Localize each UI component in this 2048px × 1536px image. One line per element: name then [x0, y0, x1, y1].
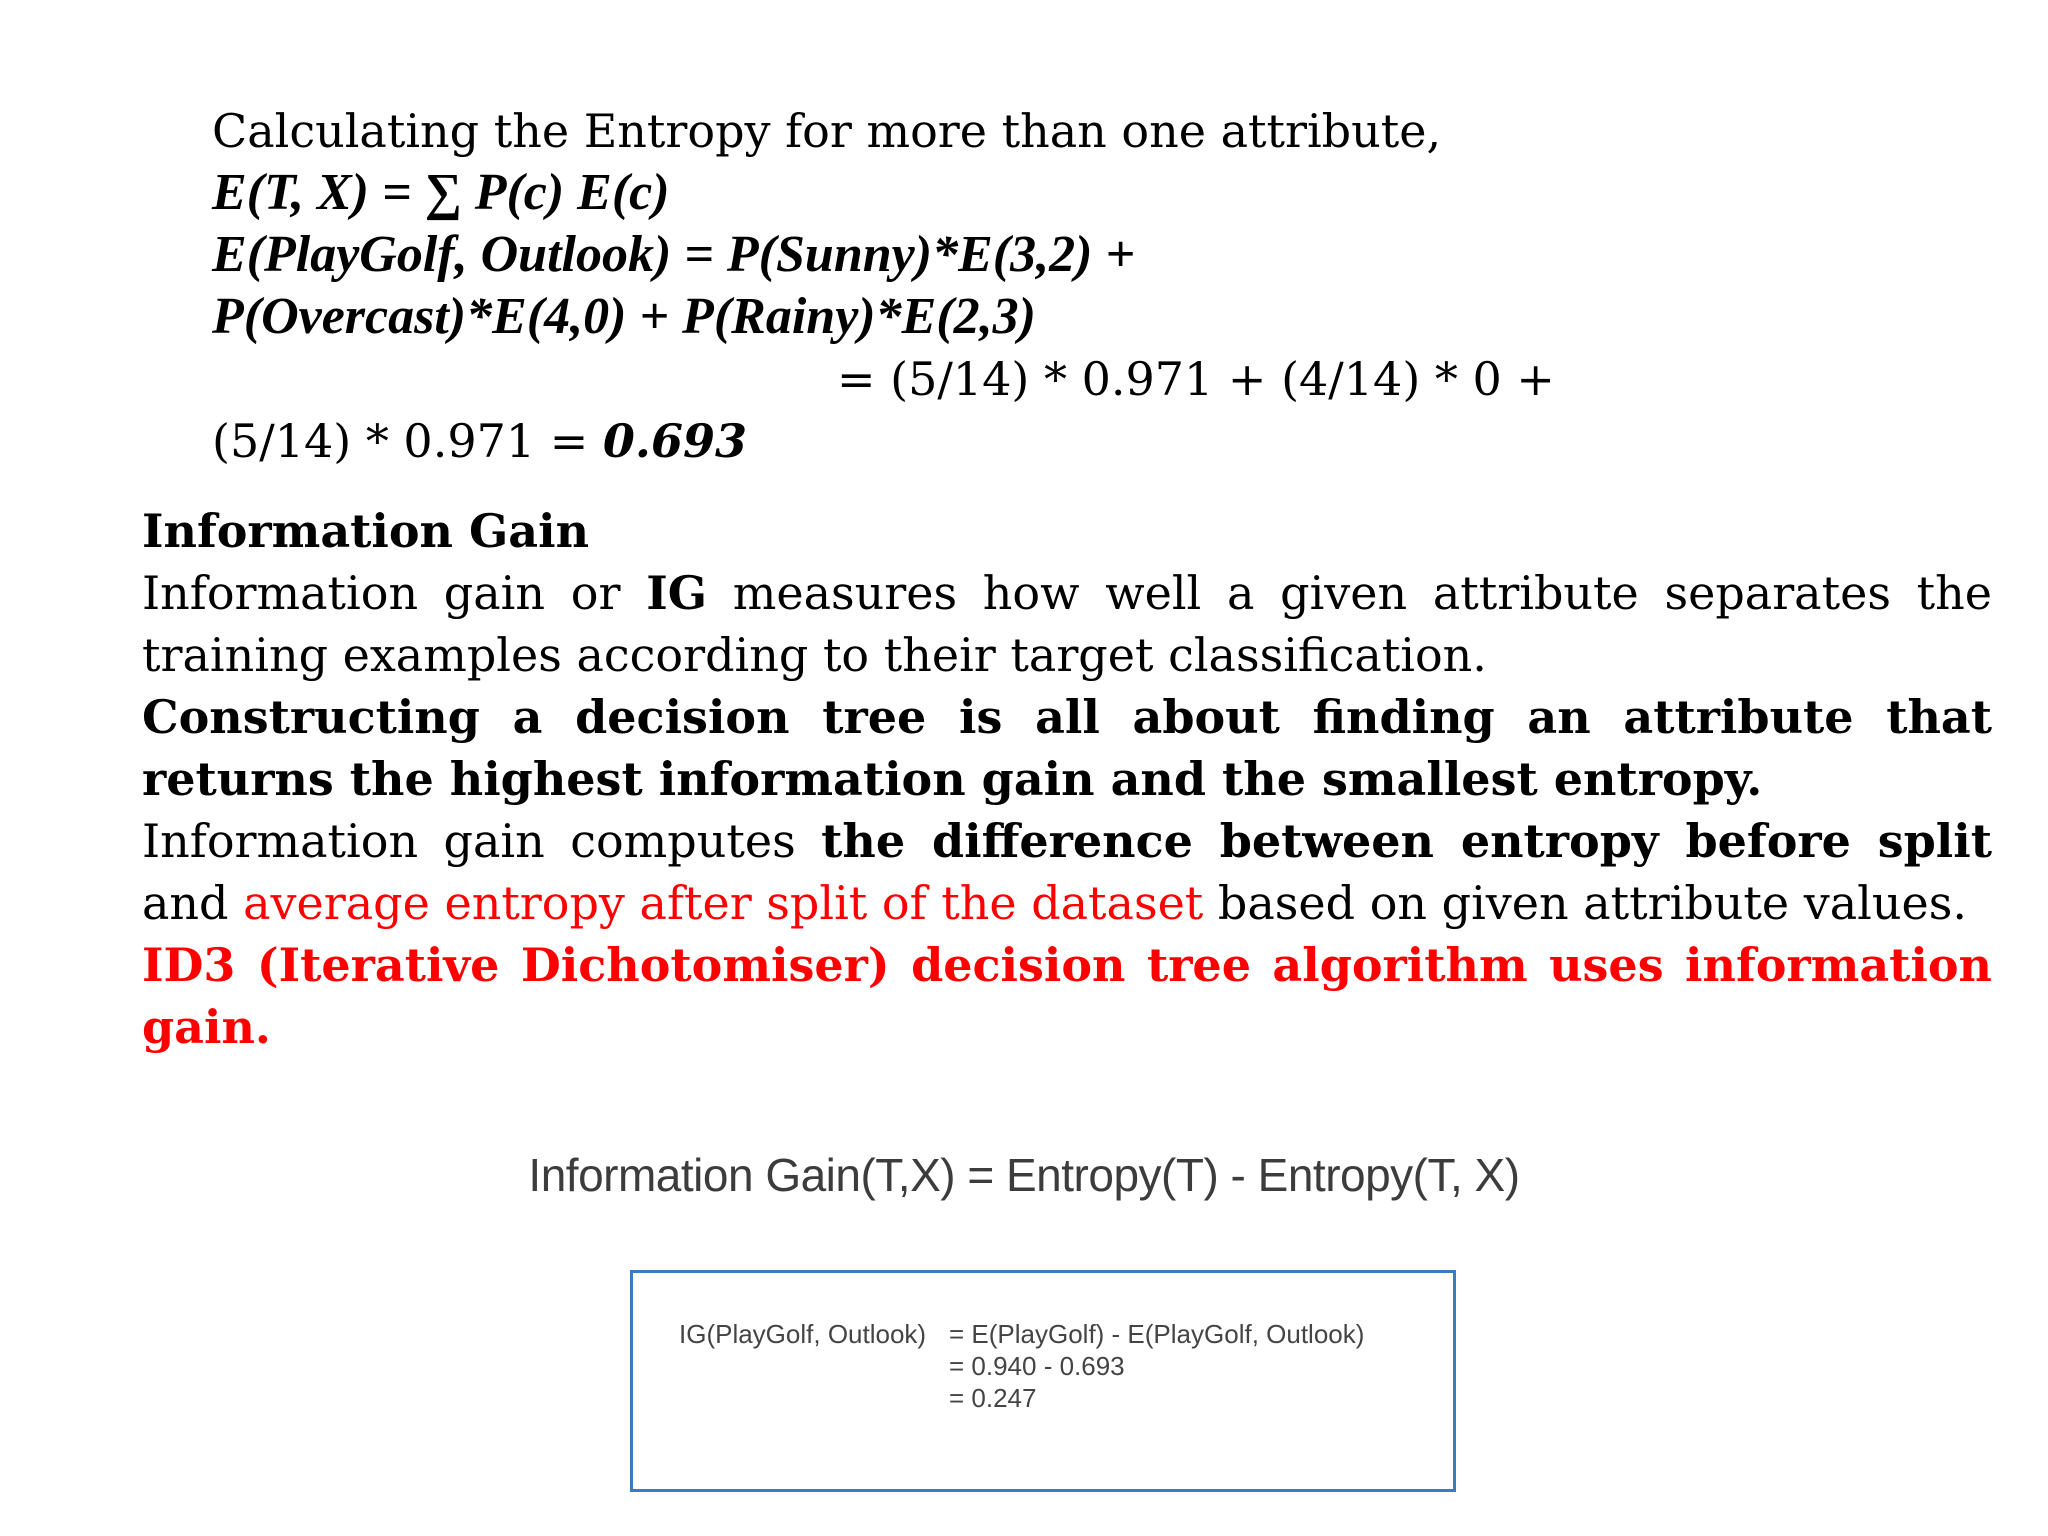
ig-example-row1 — [679, 1319, 1364, 1350]
ig-comp-part3: based on given attribute values. — [1203, 876, 1967, 930]
information-gain-formula: Information Gain(T,X) = Entropy(T) - Entropy(T, X) — [528, 1149, 1520, 1201]
information-gain-heading: Information Gain — [142, 504, 590, 558]
id3-statement-text: ID3 (Iterative Dichotomiser) decision tree algorithm uses information gain. — [142, 938, 1992, 1054]
information-gain-section — [142, 500, 1992, 1058]
entropy-outlook-formula-line1: E(PlayGolf, Outlook) = P(Sunny)*E(3,2) + — [212, 226, 1136, 283]
ig-comp-red: average entropy after split of the dataset — [243, 876, 1204, 930]
entropy-calc-line1: = (5/14) * 0.971 + (4/14) * 0 + — [837, 352, 1555, 406]
ig-abbrev: IG — [646, 566, 707, 620]
entropy-general-formula: E(T, X) = ∑ P(c) E(c) — [212, 164, 670, 221]
decision-tree-statement — [142, 686, 1992, 810]
entropy-calc-prefix: (5/14) * 0.971 = — [212, 414, 603, 468]
ig-def-part2: measures how well a given attribute separates the training examples according to their target classification. — [142, 566, 1992, 682]
entropy-calc-result: 0.693 — [602, 414, 747, 468]
ig-comp-bold: the difference between entropy before split — [821, 814, 1992, 868]
ig-example-line1: = E(PlayGolf) - E(PlayGolf, Outlook) — [949, 1319, 1365, 1349]
entropy-section — [212, 100, 1852, 472]
entropy-intro: Calculating the Entropy for more than one attribute, — [212, 104, 1442, 158]
ig-comp-part1: Information gain computes — [142, 814, 822, 868]
decision-tree-statement-text: Constructing a decision tree is all about finding an attribute that returns the highest information gain and the smallest entropy. — [142, 690, 1992, 806]
ig-example-line3: = 0.247 — [949, 1383, 1037, 1413]
id3-statement — [142, 934, 1992, 1058]
ig-computation-statement — [142, 810, 1992, 934]
ig-def-part1: Information gain or — [142, 566, 647, 620]
information-gain-definition — [142, 562, 1992, 686]
ig-example-line2: = 0.940 - 0.693 — [949, 1351, 1125, 1381]
ig-example-box — [630, 1270, 1456, 1492]
entropy-calc-line2 — [212, 410, 1852, 472]
ig-example-lhs: IG(PlayGolf, Outlook) — [679, 1319, 927, 1349]
ig-comp-part2: and — [142, 876, 244, 930]
entropy-outlook-formula-line2: P(Overcast)*E(4,0) + P(Rainy)*E(2,3) — [212, 288, 1036, 345]
